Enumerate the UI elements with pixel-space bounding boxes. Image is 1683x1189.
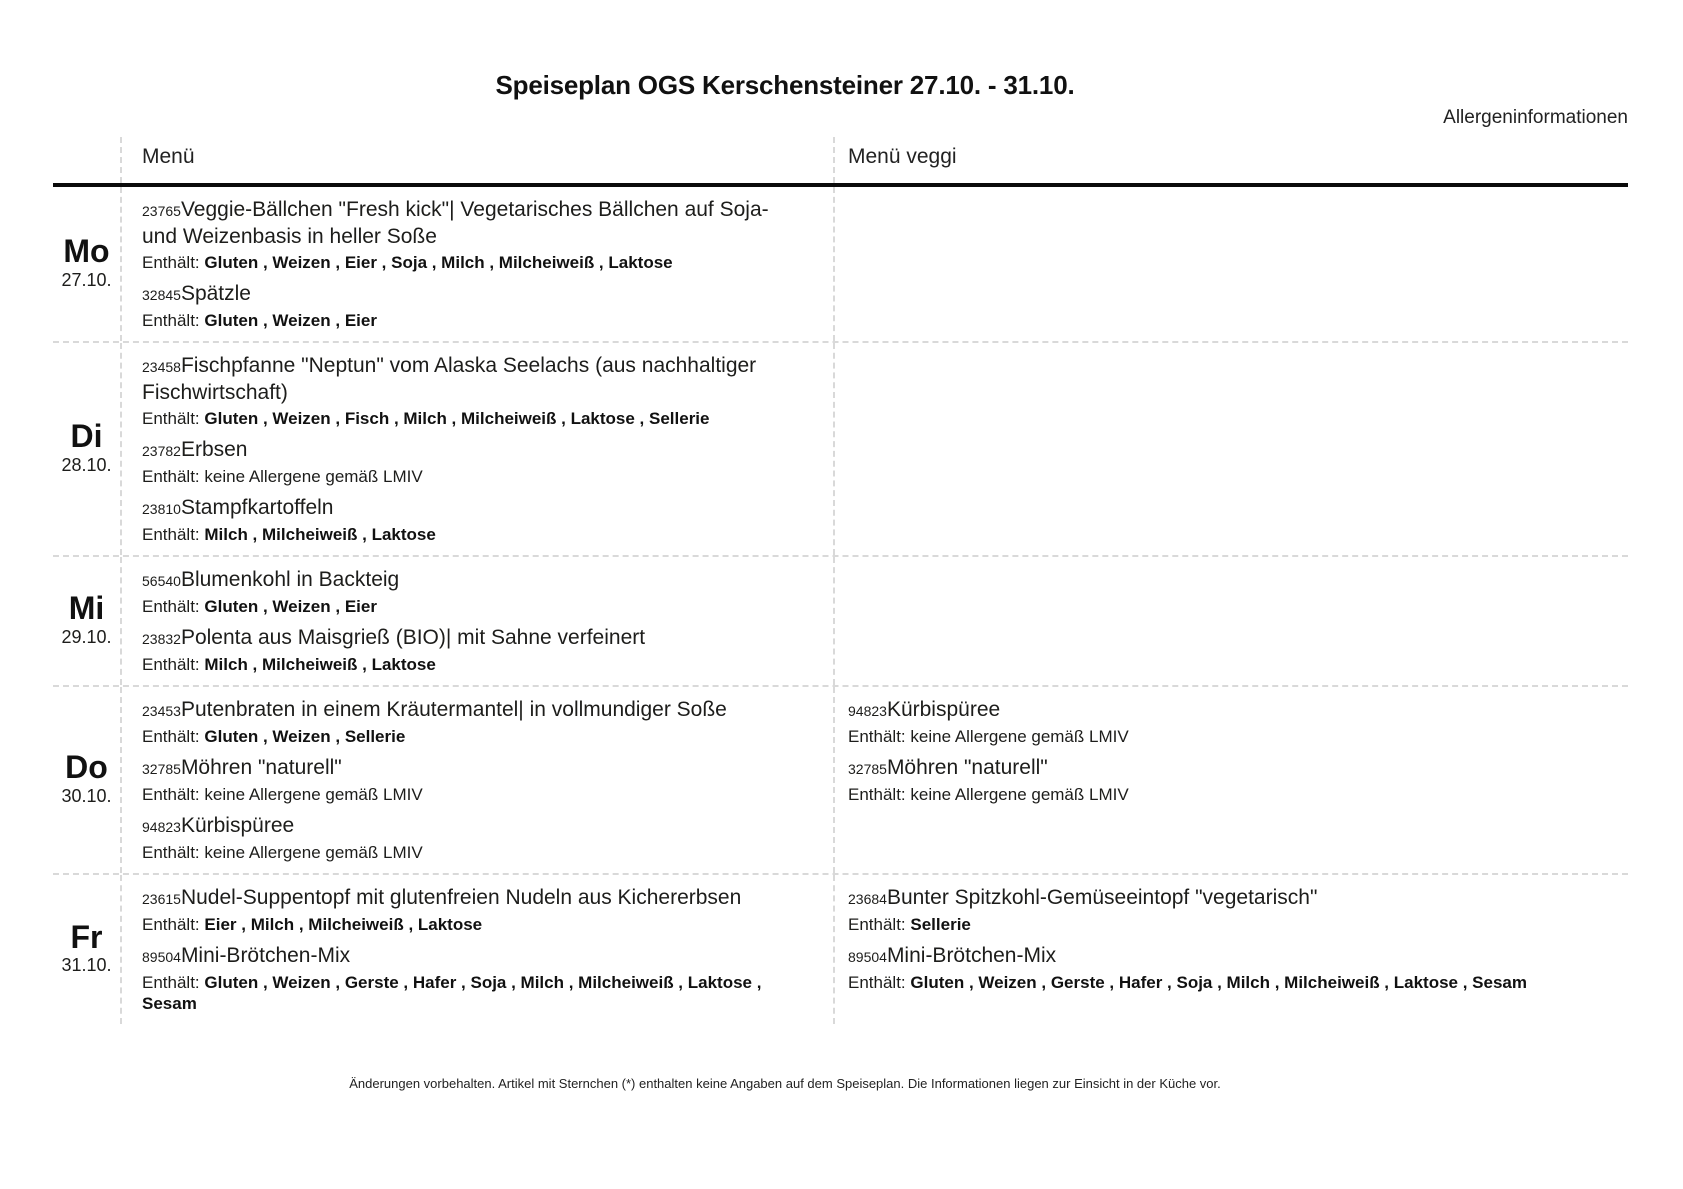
allergen-list: Gluten , Weizen , Gerste , Hafer , Soja , Milch , Milcheiweiß , Laktose , Sesam: [910, 973, 1527, 992]
allergen-list: Sellerie: [910, 915, 971, 934]
dish-name-line: [142, 495, 809, 522]
dish-name: Mini-Brötchen-Mix: [180, 944, 351, 967]
allergen-line: [848, 784, 1604, 805]
dish-name: Kürbispüree: [886, 698, 1001, 721]
allergen-list: Gluten , Weizen , Eier , Soja , Milch , Milcheiweiß , Laktose: [204, 253, 673, 272]
menu-item: [142, 697, 809, 747]
dish-name-line: [142, 755, 809, 782]
allergen-line: [142, 972, 809, 1014]
contains-label: Enthält:: [848, 973, 906, 992]
allergen-line: [142, 252, 809, 273]
dish-name-line: [142, 281, 809, 308]
contains-label: Enthält:: [142, 597, 200, 616]
dish-name: Möhren "naturell": [180, 756, 342, 779]
day-cell: [53, 343, 120, 555]
dish-name: Putenbraten in einem Kräutermantel| in vollmundiger Soße: [180, 698, 727, 721]
contains-label: Enthält:: [142, 253, 200, 272]
contains-label: Enthält:: [142, 525, 200, 544]
dish-name-line: [142, 885, 809, 912]
dish-name-line: [142, 943, 809, 970]
dish-name-line: [142, 353, 809, 406]
contains-label: Enthält:: [142, 915, 200, 934]
day-abbr: Di: [70, 418, 103, 455]
menu-cell: [120, 343, 833, 555]
dish-name: Stampfkartoffeln: [180, 496, 334, 519]
day-abbr: Mi: [68, 590, 105, 627]
day-date: 27.10.: [61, 269, 112, 290]
dish-name: Nudel-Suppentopf mit glutenfreien Nudeln aus Kichererbsen: [180, 886, 742, 909]
allergen-list: Gluten , Weizen , Sellerie: [204, 727, 406, 746]
contains-label: Enthält:: [142, 843, 200, 862]
allergen-line: [848, 914, 1604, 935]
menu-item: [848, 943, 1604, 993]
day-cell: [53, 187, 120, 341]
dish-id: 23684: [848, 891, 887, 907]
dish-id: 23615: [142, 891, 181, 907]
dish-name: Erbsen: [180, 438, 248, 461]
menu-item: [142, 353, 809, 429]
allergen-list: Milch , Milcheiweiß , Laktose: [204, 525, 436, 544]
dish-id: 94823: [142, 819, 181, 835]
contains-label: Enthält:: [848, 915, 906, 934]
allergen-line: [142, 524, 809, 545]
dish-name: Kürbispüree: [180, 814, 295, 837]
dish-name-line: [848, 943, 1604, 970]
menu-column-header: Menü: [120, 137, 833, 183]
contains-label: Enthält:: [142, 785, 200, 804]
allergen-line: [142, 310, 809, 331]
table-header-row: [53, 137, 1628, 187]
menu-cell: [120, 557, 833, 685]
dish-name: Fischpfanne "Neptun" vom Alaska Seelachs (aus nachhaltiger Fischwirtschaft): [142, 354, 757, 404]
dish-id: 94823: [848, 703, 887, 719]
contains-label: Enthält:: [142, 409, 200, 428]
day-cell: [53, 875, 120, 1024]
allergen-line: [142, 654, 809, 675]
dish-name: Mini-Brötchen-Mix: [886, 944, 1057, 967]
dish-name-line: [142, 437, 809, 464]
dish-id: 56540: [142, 573, 181, 589]
table-body: [53, 187, 1628, 1024]
menu-item: [848, 755, 1604, 805]
menu-item: [142, 567, 809, 617]
veggi-cell: [833, 875, 1628, 1024]
day-column-header: [53, 137, 120, 183]
menu-cell: [120, 187, 833, 341]
contains-label: Enthält:: [142, 973, 200, 992]
allergen-line: [848, 972, 1604, 993]
veggi-cell: [833, 187, 1628, 341]
dish-id: 32845: [142, 287, 181, 303]
dish-name-line: [848, 885, 1604, 912]
allergen-line: [142, 466, 809, 487]
menu-item: [848, 885, 1604, 935]
contains-label: Enthält:: [142, 311, 200, 330]
dish-name-line: [848, 697, 1604, 724]
dish-name: Bunter Spitzkohl-Gemüseeintopf "vegetarisch": [886, 886, 1318, 909]
allergen-line: [142, 596, 809, 617]
veggi-column-header: Menü veggi: [833, 137, 1628, 183]
dish-id: 32785: [848, 761, 887, 777]
menu-cell: [120, 687, 833, 873]
menu-item: [142, 885, 809, 935]
menu-item: [142, 197, 809, 273]
dish-name: Möhren "naturell": [886, 756, 1048, 779]
day-row: [53, 187, 1628, 341]
allergen-line: [142, 408, 809, 429]
day-date: 30.10.: [61, 785, 112, 806]
day-row: [53, 873, 1628, 1024]
meal-plan-table: [53, 137, 1628, 1024]
menu-item: [142, 281, 809, 331]
dish-id: 89504: [848, 949, 887, 965]
allergen-line: [142, 726, 809, 747]
veggi-cell: [833, 687, 1628, 873]
dish-id: 23810: [142, 501, 181, 517]
dish-name: Veggie-Bällchen "Fresh kick"| Vegetarisches Bällchen auf Soja- und Weizenbasis in heller Soße: [142, 198, 769, 248]
allergen-list: keine Allergene gemäß LMIV: [910, 727, 1129, 746]
allergen-list: Gluten , Weizen , Eier: [204, 597, 377, 616]
allergen-list: Eier , Milch , Milcheiweiß , Laktose: [204, 915, 483, 934]
contains-label: Enthält:: [142, 467, 200, 486]
dish-name: Polenta aus Maisgrieß (BIO)| mit Sahne verfeinert: [180, 626, 646, 649]
allergen-list: Milch , Milcheiweiß , Laktose: [204, 655, 436, 674]
dish-name-line: [142, 813, 809, 840]
allergen-list: keine Allergene gemäß LMIV: [204, 843, 423, 862]
day-row: [53, 685, 1628, 873]
allergen-line: [848, 726, 1604, 747]
dish-id: 23458: [142, 359, 181, 375]
day-row: [53, 555, 1628, 685]
dish-id: 23782: [142, 443, 181, 459]
day-row: [53, 341, 1628, 555]
day-date: 29.10.: [61, 626, 112, 647]
dish-id: 23765: [142, 203, 181, 219]
day-cell: [53, 687, 120, 873]
dish-name-line: [142, 625, 809, 652]
menu-item: [142, 625, 809, 675]
day-abbr: Do: [65, 749, 108, 786]
contains-label: Enthält:: [848, 727, 906, 746]
day-abbr: Mo: [63, 233, 110, 270]
allergen-line: [142, 914, 809, 935]
dish-name-line: [848, 755, 1604, 782]
menu-item: [142, 943, 809, 1014]
veggi-cell: [833, 557, 1628, 685]
dish-name-line: [142, 567, 809, 594]
allergen-line: [142, 842, 809, 863]
menu-item: [142, 495, 809, 545]
menu-item: [142, 437, 809, 487]
dish-name: Blumenkohl in Backteig: [180, 568, 400, 591]
menu-cell: [120, 875, 833, 1024]
day-cell: [53, 557, 120, 685]
day-abbr: Fr: [70, 918, 103, 955]
day-date: 28.10.: [61, 454, 112, 475]
allergen-info-link[interactable]: Allergeninformationen: [1443, 107, 1628, 128]
menu-item: [142, 813, 809, 863]
contains-label: Enthält:: [142, 727, 200, 746]
allergen-list: keine Allergene gemäß LMIV: [204, 785, 423, 804]
footer-note: Änderungen vorbehalten. Artikel mit Sternchen (*) enthalten keine Angaben auf dem Speiseplan. Die Informationen liegen zur Einsicht in der Küche vor.: [349, 1076, 1221, 1091]
allergen-list: Gluten , Weizen , Fisch , Milch , Milcheiweiß , Laktose , Sellerie: [204, 409, 710, 428]
allergen-list: keine Allergene gemäß LMIV: [910, 785, 1129, 804]
contains-label: Enthält:: [142, 655, 200, 674]
dish-id: 23832: [142, 631, 181, 647]
allergen-list: Gluten , Weizen , Eier: [204, 311, 377, 330]
dish-id: 32785: [142, 761, 181, 777]
dish-id: 89504: [142, 949, 181, 965]
dish-name-line: [142, 197, 809, 250]
page-title: Speiseplan OGS Kerschensteiner 27.10. - 31.10.: [495, 70, 1075, 100]
menu-item: [142, 755, 809, 805]
day-date: 31.10.: [61, 955, 112, 976]
dish-name: Spätzle: [180, 282, 251, 305]
allergen-list: keine Allergene gemäß LMIV: [204, 467, 423, 486]
allergen-line: [142, 784, 809, 805]
contains-label: Enthält:: [848, 785, 906, 804]
menu-item: [848, 697, 1604, 747]
dish-id: 23453: [142, 703, 181, 719]
allergen-list: Gluten , Weizen , Gerste , Hafer , Soja , Milch , Milcheiweiß , Laktose , Sesam: [142, 973, 762, 1013]
dish-name-line: [142, 697, 809, 724]
veggi-cell: [833, 343, 1628, 555]
